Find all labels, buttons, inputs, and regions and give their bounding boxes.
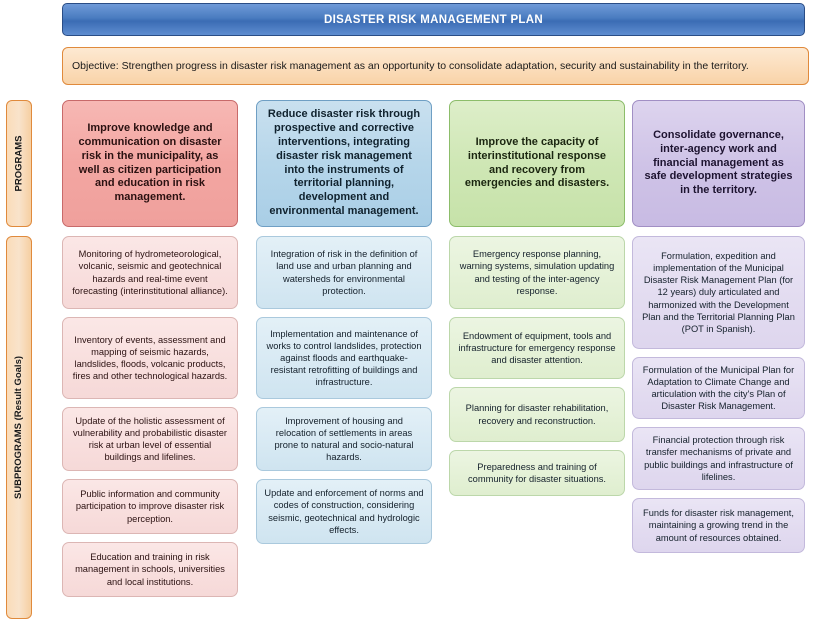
- subprogram-box: Improvement of housing and relocation of settlements in areas prone to natural and socio-natural hazards.: [256, 407, 432, 471]
- subprogram-column-3: [449, 236, 625, 504]
- subprogram-box: Education and training in risk management in schools, universities and local institutions.: [62, 542, 238, 597]
- subprogram-column-2: [256, 236, 432, 552]
- row-label-programs-text: PROGRAMS: [13, 135, 25, 192]
- subprogram-box: Public information and community participation to improve disaster risk perception.: [62, 479, 238, 534]
- subprogram-box: Inventory of events, assessment and mapping of seismic hazards, landslides, floods, volcanic products, fires and other technological hazards.: [62, 317, 238, 399]
- subprogram-box: Formulation of the Municipal Plan for Adaptation to Climate Change and articulation with the city's Plan of Disaster Risk Management.: [632, 357, 805, 419]
- subprogram-box: Planning for disaster rehabilitation, recovery and reconstruction.: [449, 387, 625, 442]
- program-box-4: Consolidate governance, inter-agency work and financial management as safe development strategies in the territory.: [632, 100, 805, 227]
- row-label-programs: [6, 100, 32, 227]
- subprogram-column-1: [62, 236, 238, 605]
- objective-box: Objective: Strengthen progress in disaster risk management as an opportunity to consolidate adaptation, security and sustainability in the territory.: [62, 47, 809, 85]
- subprogram-box: Monitoring of hydrometeorological, volcanic, seismic and geotechnical hazards and real-time event forecasting (interinstitutional alliance).: [62, 236, 238, 309]
- program-box-3: Improve the capacity of interinstitutional response and recovery from emergencies and disasters.: [449, 100, 625, 227]
- program-box-2: Reduce disaster risk through prospective and corrective interventions, integrating disaster risk management into the instruments of territorial planning, development and environmental management.: [256, 100, 432, 227]
- subprogram-box: Emergency response planning, warning systems, simulation updating and testing of the inter-agency response.: [449, 236, 625, 309]
- subprogram-box: Funds for disaster risk management, maintaining a growing trend in the amount of resources obtained.: [632, 498, 805, 553]
- subprogram-box: Update of the holistic assessment of vulnerability and probabilistic disaster risk at urban level of essential buildings and lifelines.: [62, 407, 238, 471]
- subprogram-box: Integration of risk in the definition of land use and urban planning and watersheds for environmental protection.: [256, 236, 432, 309]
- row-label-subprograms-text: SUBPROGRAMS (Result Goals): [13, 355, 25, 500]
- plan-title-banner: DISASTER RISK MANAGEMENT PLAN: [62, 3, 805, 36]
- row-label-subprograms: [6, 236, 32, 619]
- subprogram-box: Preparedness and training of community for disaster situations.: [449, 450, 625, 496]
- subprogram-box: Implementation and maintenance of works to control landslides, protection against floods and earthquake-resistant retrofitting of buildings and infrastructure.: [256, 317, 432, 399]
- subprogram-column-4: [632, 236, 805, 561]
- subprogram-box: Financial protection through risk transfer mechanisms of private and public buildings and infrastructure of lifelines.: [632, 427, 805, 490]
- subprogram-box: Endowment of equipment, tools and infrastructure for emergency response and disaster attention.: [449, 317, 625, 379]
- subprogram-box: Formulation, expedition and implementation of the Municipal Disaster Risk Management Plan (for 12 years) duly articulated and harmonized with the Development Plan and the Territorial Planning Plan (POT in Spanish).: [632, 236, 805, 349]
- subprogram-box: Update and enforcement of norms and codes of construction, considering seismic, geotechnical and hydrologic effects.: [256, 479, 432, 544]
- program-box-1: Improve knowledge and communication on disaster risk in the municipality, as well as citizen participation and education in risk management.: [62, 100, 238, 227]
